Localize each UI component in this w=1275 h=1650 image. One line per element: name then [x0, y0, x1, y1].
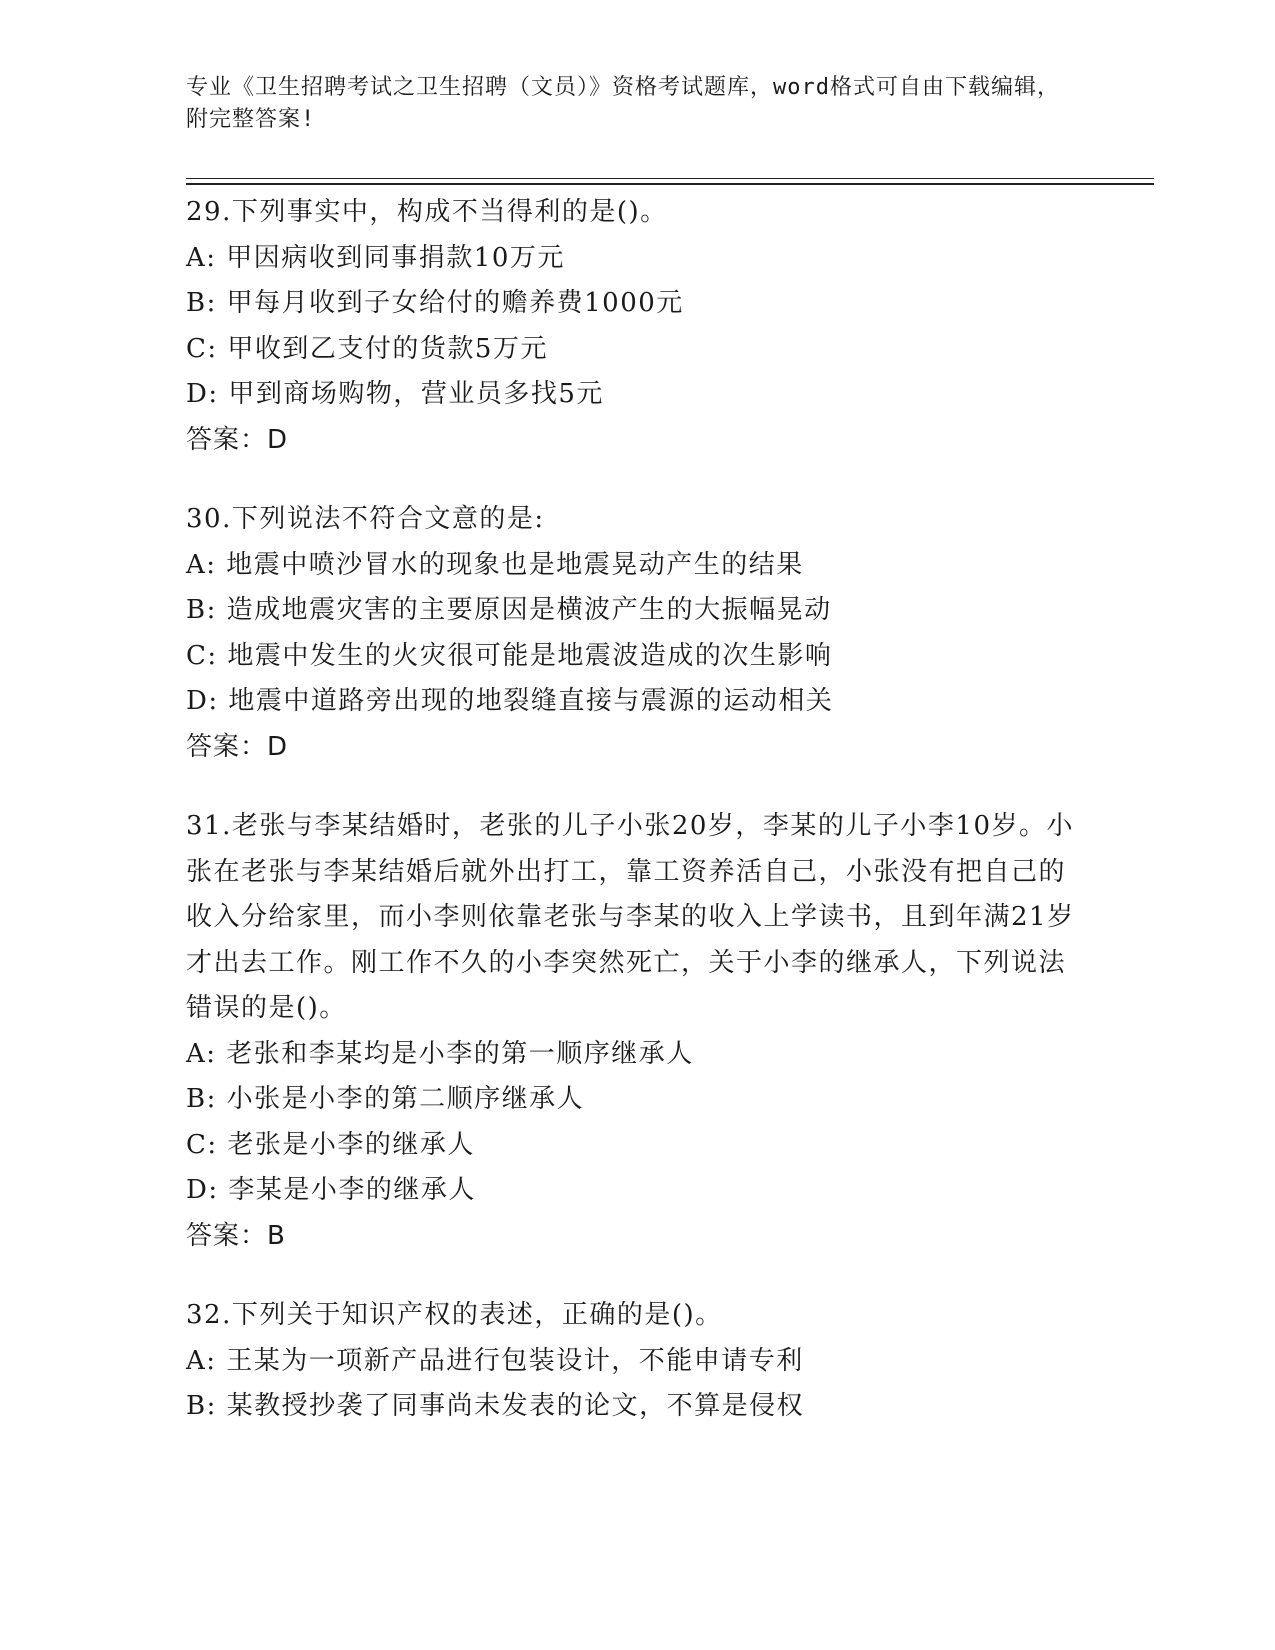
- question-stem: 31.老张与李某结婚时，老张的儿子小张20岁，李某的儿子小李10岁。小张在老张与李某结婚后就外出打工，靠工资养活自己，小张没有把自己的收入分给家里，而小李则依靠老张与李某的收入上学读书，且到年满21岁才出去工作。刚工作不久的小李突然死亡，关于小李的继承人，下列说法错误的是()。: [186, 811, 1075, 1023]
- question-32: [186, 1293, 1086, 1430]
- header-divider-thick: [186, 183, 1154, 185]
- question-stem: 32.下列关于知识产权的表述，正确的是()。: [186, 1300, 723, 1330]
- option-c: C: 地震中发生的火灾很可能是地震波造成的次生影响: [186, 640, 833, 671]
- option-b: B: 甲每月收到子女给付的赡养费1000元: [186, 288, 684, 318]
- option-d: D: 李某是小李的继承人: [186, 1175, 476, 1205]
- answer-line: 答案：D: [186, 731, 289, 762]
- option-b: B: 某教授抄袭了同事尚未发表的论文，不算是侵权: [186, 1391, 805, 1421]
- question-29: [186, 190, 1086, 463]
- option-a: A: 王某为一项新产品进行包装设计，不能申请专利: [186, 1345, 804, 1376]
- option-c: C: 甲收到乙支付的货款5万元: [186, 333, 548, 364]
- option-a: A: 地震中喷沙冒水的现象也是地震晃动产生的结果: [186, 549, 804, 580]
- question-30: [186, 497, 1086, 770]
- option-a: A: 甲因病收到同事捐款10万元: [186, 242, 565, 273]
- question-stem: 29.下列事实中，构成不当得利的是()。: [186, 197, 668, 227]
- header-note: 专业《卫生招聘考试之卫生招聘（文员）》资格考试题库，word格式可自由下载编辑，附完整答案!: [186, 75, 1060, 132]
- question-31: [186, 804, 1086, 1259]
- answer-line: 答案：D: [186, 424, 289, 455]
- question-list: [186, 190, 1086, 1464]
- option-d: D: 甲到商场购物，营业员多找5元: [186, 379, 604, 409]
- answer-line: 答案：B: [186, 1220, 286, 1251]
- option-b: B: 小张是小李的第二顺序继承人: [186, 1084, 585, 1114]
- option-d: D: 地震中道路旁出现的地裂缝直接与震源的运动相关: [186, 686, 834, 716]
- header-divider-thin: [186, 178, 1154, 179]
- option-a: A: 老张和李某均是小李的第一顺序继承人: [186, 1038, 694, 1069]
- option-c: C: 老张是小李的继承人: [186, 1129, 475, 1160]
- question-stem: 30.下列说法不符合文意的是:: [186, 504, 545, 534]
- option-b: B: 造成地震灾害的主要原因是横波产生的大振幅晃动: [186, 595, 832, 625]
